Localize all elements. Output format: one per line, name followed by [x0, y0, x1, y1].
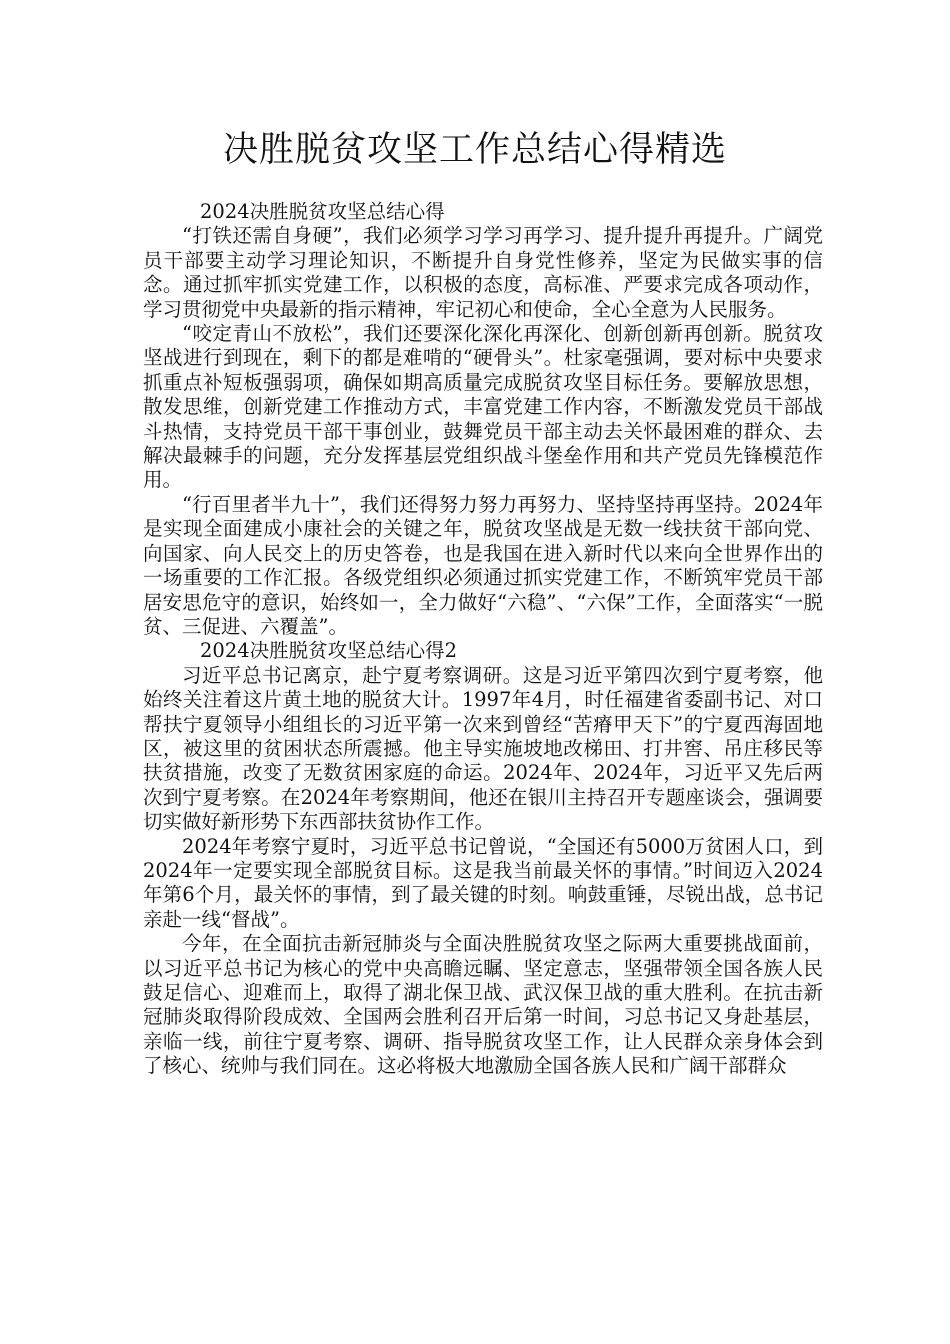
- body-paragraph: “打铁还需自身硬”，我们必须学习学习再学习、提升提升再提升。广阔党员干部要主动学习理论知识，不断提升自身党性修养，坚定为民做实事的信念。通过抓牢抓实党建工作，以积极的态度，高标准、严要求完成各项动作，学习贯彻党中央最新的指示精神，牢记初心和使命，全心全意为人民服务。: [143, 224, 823, 321]
- document-body: [143, 200, 823, 1079]
- body-paragraph: 习近平总书记离京，赴宁夏考察调研。这是习近平第四次到宁夏考察，他始终关注着这片黄土地的脱贫大计。1997年4月，时任福建省委副书记、对口帮扶宁夏领导小组组长的习近平第一次来到曾经“苦瘠甲天下”的宁夏西海固地区，被这里的贫困状态所震撼。他主导实施坡地改梯田、打井窖、吊庄移民等扶贫措施，改变了无数贫困家庭的命运。2024年、2024年，习近平又先后两次到宁夏考察。在2024年考察期间，他还在银川主持召开专题座谈会，强调要切实做好新形势下东西部扶贫协作工作。: [143, 663, 823, 834]
- body-paragraph: “行百里者半九十”，我们还得努力努力再努力、坚持坚持再坚持。2024年是实现全面建成小康社会的关键之年，脱贫攻坚战是无数一线扶贫干部向党、向国家、向人民交上的历史答卷，也是我国在进入新时代以来向全世界作出的一场重要的工作汇报。各级党组织必须通过抓实党建工作，不断筑牢党员干部居安思危守的意识，始终如一，全力做好“六稳”、“六保”工作，全面落实“一脱贫、三促进、六覆盖”。: [143, 492, 823, 638]
- document-title: 决胜脱贫攻坚工作总结心得精选: [222, 130, 727, 170]
- section-heading: 2024决胜脱贫攻坚总结心得2: [200, 639, 458, 663]
- section-heading: 2024决胜脱贫攻坚总结心得: [200, 200, 445, 223]
- body-paragraph: 2024年考察宁夏时，习近平总书记曾说，“全国还有5000万贫困人口，到2024年一定要实现全部脱贫目标。这是我当前最关怀的事情。”时间迈入2024年第6个月，最关怀的事情，到了最关键的时刻。响鼓重锤，尽锐出战，总书记亲赴一线“督战”。: [143, 834, 823, 931]
- body-paragraph: 今年，在全面抗击新冠肺炎与全面决胜脱贫攻坚之际两大重要挑战面前，以习近平总书记为核心的党中央高瞻远瞩、坚定意志，坚强带领全国各族人民鼓足信心、迎难而上，取得了湖北保卫战、武汉保卫战的重大胜利。在抗击新冠肺炎取得阶段成效、全国两会胜利召开后第一时间，习总书记又身赴基层，亲临一线，前往宁夏考察、调研、指导脱贫攻坚工作，让人民群众亲身体会到了核心、统帅与我们同在。这必将极大地激励全国各族人民和广阔干部群众: [143, 932, 823, 1078]
- body-paragraph: “咬定青山不放松”，我们还要深化深化再深化、创新创新再创新。脱贫攻坚战进行到现在，剩下的都是难啃的“硬骨头”。杜家毫强调，要对标中央要求抓重点补短板强弱项，确保如期高质量完成脱贫攻坚目标任务。要解放思想，散发思维，创新党建工作推动方式，丰富党建工作内容，不断激发党员干部战斗热情，支持党员干部干事创业，鼓舞党员干部主动去关怀最困难的群众、去解决最棘手的问题，充分发挥基层党组织战斗堡垒作用和共产党员先锋模范作用。: [143, 322, 823, 492]
